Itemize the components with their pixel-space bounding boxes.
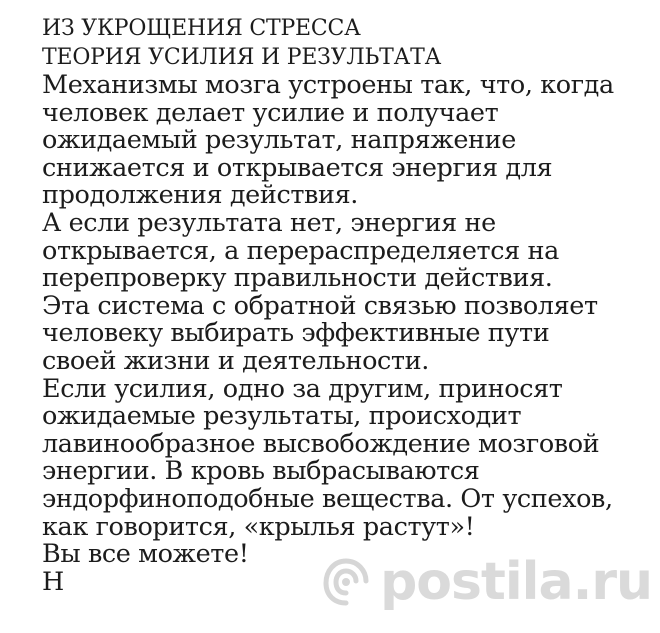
paragraph-line: открывается, а перераспределяется на xyxy=(42,235,559,266)
article-title: ТЕОРИЯ УСИЛИЯ И РЕЗУЛЬТАТА xyxy=(42,45,442,70)
article-source-heading: ИЗ УКРОЩЕНИЯ СТРЕССА xyxy=(42,16,361,41)
paragraph-line: эндорфиноподобные вещества. От успехов, xyxy=(42,483,613,514)
paragraph-line: Механизмы мозга устроены так, что, когда xyxy=(42,70,614,100)
paragraph-line: своей жизни и деятельности. xyxy=(42,345,429,376)
watermark-text: postila.ru xyxy=(380,552,652,612)
paragraph-line: Эта система с обратной связью позволяет xyxy=(42,290,598,321)
paragraph-line: Если усилия, одно за другим, приносят xyxy=(42,373,563,404)
paragraph-line: лавинообразное высвобождение мозговой xyxy=(42,428,600,459)
paragraph-line: перепроверку правильности действия. xyxy=(42,263,553,294)
paragraph-line: Вы все можете! xyxy=(42,539,249,570)
postila-watermark xyxy=(316,551,652,611)
postila-logo-icon xyxy=(316,551,376,611)
paragraph-line: снижается и открывается энергия для xyxy=(42,152,553,183)
paragraph-line: как говорится, «крылья растут»! xyxy=(42,511,475,542)
paragraph-line: продолжения действия. xyxy=(42,180,358,211)
paragraph-line: А если результата нет, энергия не xyxy=(42,207,496,238)
paragraph-line: ожидаемый результат, напряжение xyxy=(42,125,516,156)
paragraph-line: ожидаемые результаты, происходит xyxy=(42,401,522,432)
paragraph-line: человек делает усилие и получает xyxy=(42,97,499,128)
paragraph-line: человеку выбирать эффективные пути xyxy=(42,318,550,349)
paragraph-line: энергии. В кровь выбрасываются xyxy=(42,456,480,487)
truncated-line: Н xyxy=(42,566,65,597)
